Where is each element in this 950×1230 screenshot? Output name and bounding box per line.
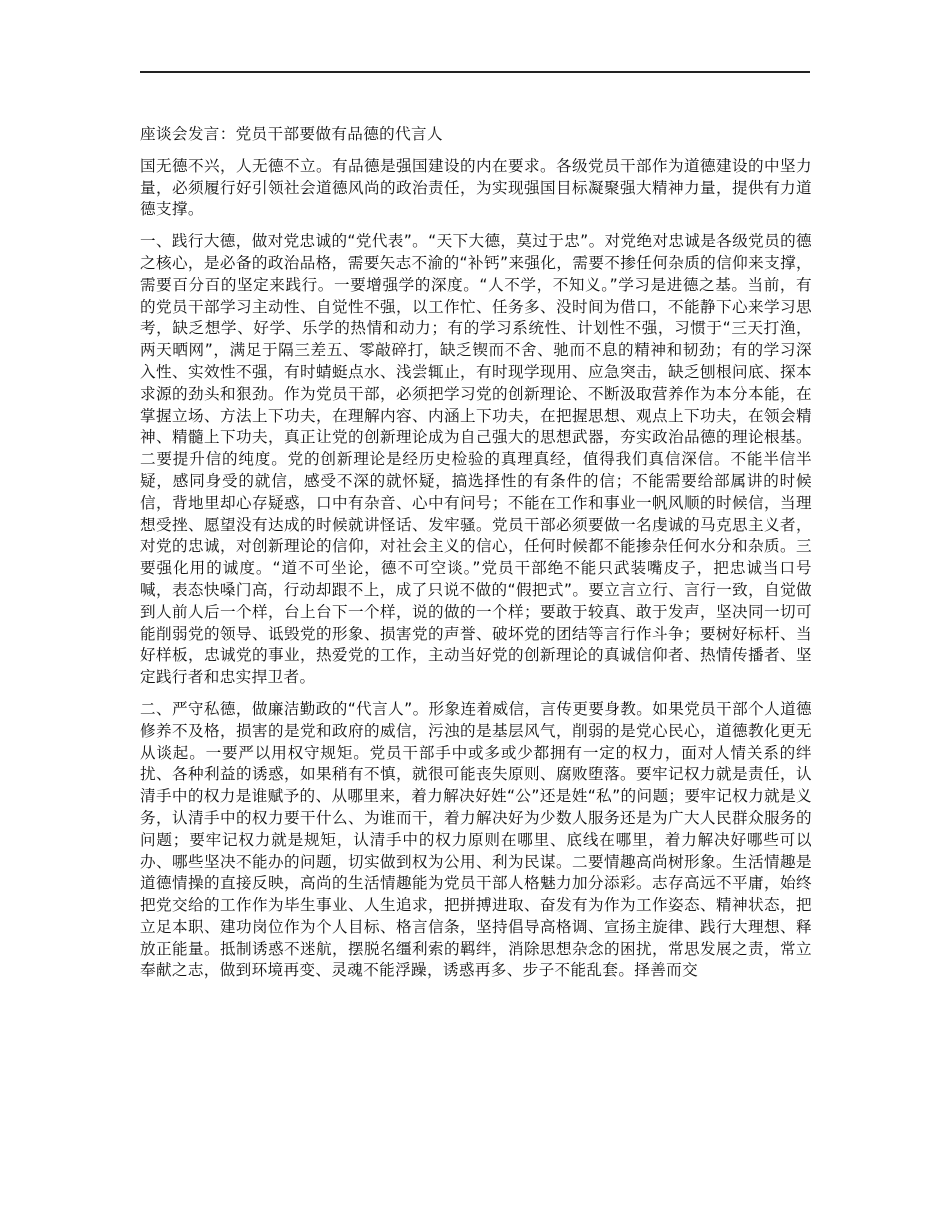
document-body <box>140 124 812 992</box>
section-two-paragraph: 二、严守私德，做廉洁勤政的“代言人”。形象连着威信，言传更要身教。如果党员干部个人道德修养不及格，损害的是党和政府的威信，污浊的是基层风气，削弱的是党心民心，道德教化更无从谈起。一要严以用权守规矩。党员干部手中或多或少都拥有一定的权力，面对人情关系的绊扰、各种利益的诱惑，如果稍有不慎，就很可能丧失原则、腐败堕落。要牢记权力就是责任，认清手中的权力是谁赋予的、从哪里来，着力解决好姓“公”还是姓“私”的问题；要牢记权力就是义务，认清手中的权力要干什么、为谁而干，着力解决好为少数人服务还是为广大人民群众服务的问题；要牢记权力就是规矩，认清手中的权力原则在哪里、底线在哪里，着力解决好哪些可以办、哪些坚决不能办的问题，切实做到权为公用、利为民谋。二要情趣高尚树形象。生活情趣是道德情操的直接反映，高尚的生活情趣能为党员干部人格魅力加分添彩。志存高远不平庸，始终把党交给的工作作为毕生事业、人生追求，把拼搏进取、奋发有为作为工作姿态、精神状态，把立足本职、建功岗位作为个人目标、格言信条，坚持倡导高格调、宣扬主旋律、践行大理想、释放正能量。抵制诱惑不迷航，摆脱名缰利索的羁绊，消除思想杂念的困扰，常思发展之责，常立奉献之志，做到环境再变、灵魂不能浮躁，诱惑再多、步子不能乱套。择善而交 <box>140 699 812 980</box>
header-rule <box>140 71 810 73</box>
document-title: 座谈会发言：党员干部要做有品德的代言人 <box>140 125 443 143</box>
section-one-paragraph: 一、践行大德，做对党忠诚的“党代表”。“天下大德，莫过于忠”。对党绝对忠诚是各级党员的德之核心，是必备的政治品格，需要矢志不渝的“补钙”来强化，需要不掺任何杂质的信仰来支撑，需要百分百的坚定来践行。一要增强学的深度。“人不学，不知义。”学习是进德之基。当前，有的党员干部学习主动性、自觉性不强，以工作忙、任务多、没时间为借口，不能静下心来学习思考，缺乏想学、好学、乐学的热情和动力；有的学习系统性、计划性不强，习惯于“三天打渔，两天晒网”，满足于隔三差五、零敲碎打，缺乏锲而不舍、驰而不息的精神和韧劲；有的学习深入性、实效性不强，有时蜻蜓点水、浅尝辄止，有时现学现用、应急突击，缺乏刨根问底、探本求源的劲头和狠劲。作为党员干部，必须把学习党的创新理论、不断汲取营养作为本分本能，在掌握立场、方法上下功夫，在理解内容、内涵上下功夫，在把握思想、观点上下功夫，在领会精神、精髓上下功夫，真正让党的创新理论成为自己强大的思想武器，夯实政治品德的理论根基。二要提升信的纯度。党的创新理论是经历史检验的真理真经，值得我们真信深信。不能半信半疑，感同身受的就信，感受不深的就怀疑，搞选择性的有条件的信；不能需要给部属讲的时候信，背地里却心存疑惑，口中有杂音、心中有问号；不能在工作和事业一帆风顺的时候信，当理想受挫、愿望没有达成的时候就讲怪话、发牢骚。党员干部必须要做一名虔诚的马克思主义者，对党的忠诚，对创新理论的信仰，对社会主义的信心，任何时候都不能掺杂任何水分和杂质。三要强化用的诚度。“道不可坐论，德不可空谈。”党员干部绝不能只武装嘴皮子，把忠诚当口号喊，表态快嗓门高，行动却跟不上，成了只说不做的“假把式”。要立言立行、言行一致，自觉做到人前人后一个样，台上台下一个样，说的做的一个样；要敢于较真、敢于发声，坚决同一切可能削弱党的领导、诋毁党的形象、损害党的声誉、破坏党的团结等言行作斗争；要树好标杆、当好样板，忠诚党的事业，热爱党的工作，主动当好党的创新理论的真诚信仰者、热情传播者、坚定践行者和忠实捍卫者。 <box>140 232 812 687</box>
intro-paragraph: 国无德不兴，人无德不立。有品德是强国建设的内在要求。各级党员干部作为道德建设的中坚力量，必须履行好引领社会道德风尚的政治责任，为实现强国目标凝聚强大精神力量，提供有力道德支撑。 <box>140 156 812 219</box>
